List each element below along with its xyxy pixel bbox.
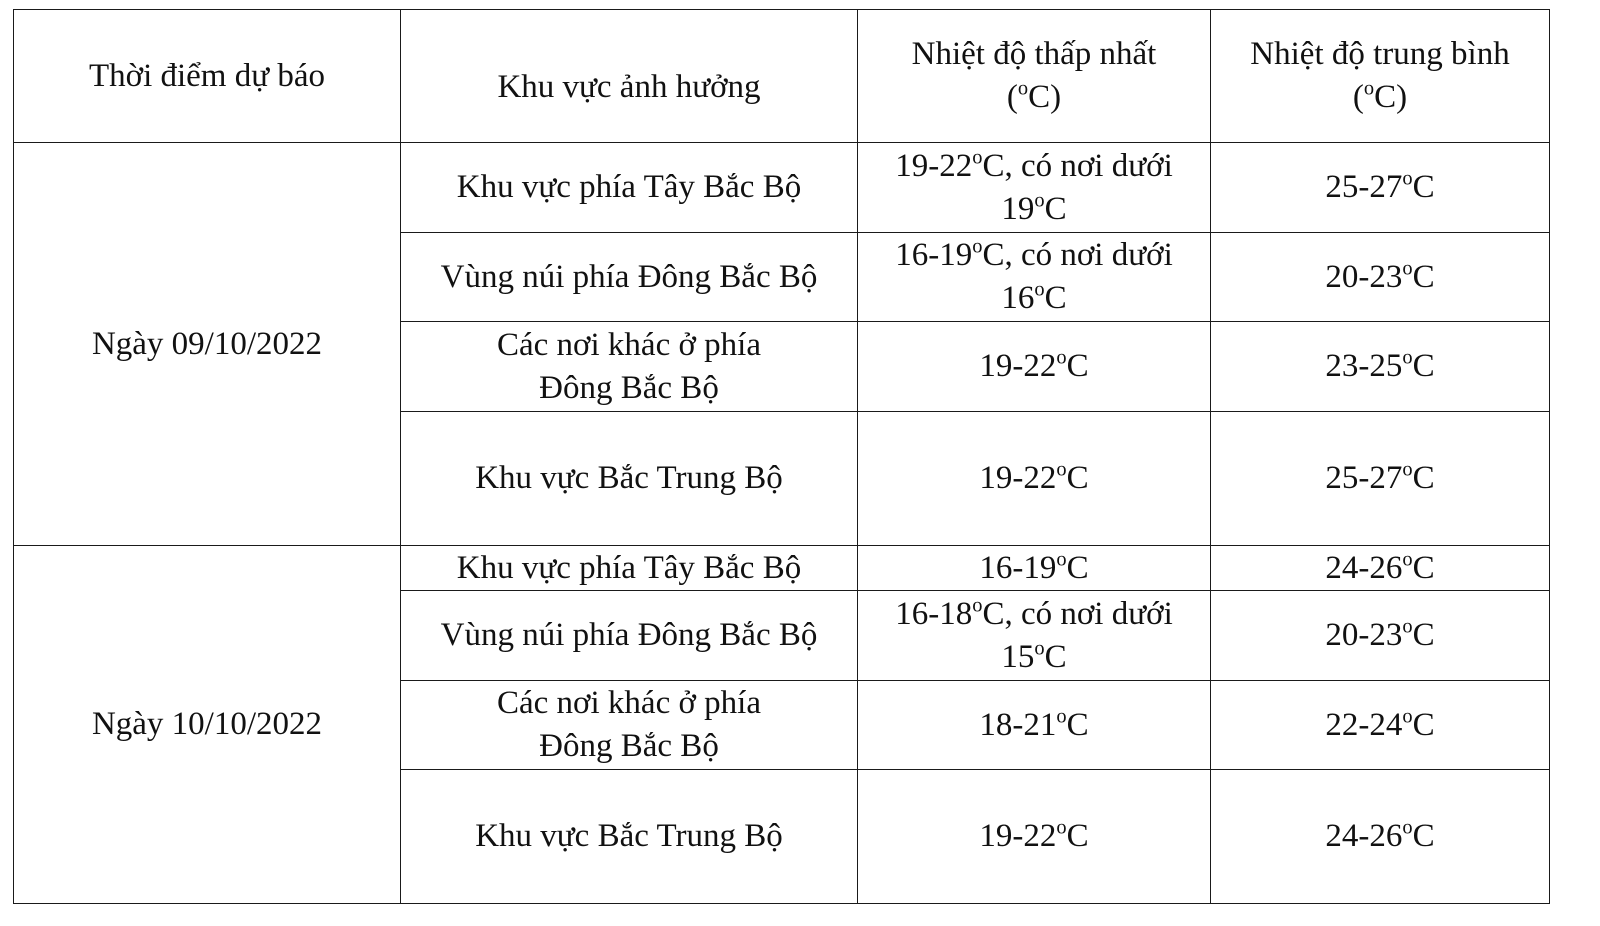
- header-avg-temp-label: Nhiệt độ trung bình: [1250, 36, 1510, 72]
- table-row: [14, 143, 1550, 233]
- avg-temp-cell: [1211, 546, 1550, 591]
- min-temp-cell: [858, 546, 1211, 591]
- table-row: [14, 546, 1550, 591]
- region-cell: Khu vực Bắc Trung Bộ: [401, 770, 858, 904]
- min-temp-value: 19-22$^o$C: [979, 458, 1089, 496]
- min-temp-value: 19-22$^o$C: [979, 346, 1089, 384]
- header-region: Khu vực ảnh hưởng: [401, 10, 858, 143]
- avg-temp-value: 24-26$^o$C: [1325, 547, 1435, 586]
- region-cell: Khu vực Bắc Trung Bộ: [401, 412, 858, 546]
- region-value: Các nơi khác ở phía Đông Bắc Bộ: [497, 685, 761, 764]
- min-temp-cell: [858, 591, 1211, 681]
- region-cell: Vùng núi phía Đông Bắc Bộ: [401, 591, 858, 681]
- forecast-table: [13, 9, 1550, 904]
- avg-temp-value: 22-24$^o$C: [1325, 704, 1435, 743]
- header-time: Thời điểm dự báo: [14, 10, 401, 143]
- min-temp-value: 16-18$^o$C, có nơi dưới 15$^o$C: [895, 593, 1173, 675]
- header-avg-temp: [1211, 10, 1550, 143]
- min-temp-value: 19-22$^o$C: [979, 816, 1089, 854]
- header-min-temp-label: Nhiệt độ thấp nhất: [911, 36, 1157, 72]
- avg-temp-value: 20-23$^o$C: [1325, 256, 1435, 295]
- avg-temp-cell: [1211, 681, 1550, 770]
- region-cell: Vùng núi phía Đông Bắc Bộ: [401, 233, 858, 322]
- forecast-date-cell: Ngày 10/10/2022: [14, 546, 401, 904]
- region-cell: [401, 322, 858, 412]
- avg-temp-value: 23-25$^o$C: [1325, 346, 1435, 384]
- min-temp-value: 16-19$^o$C, có nơi dưới 16$^o$C: [895, 235, 1173, 316]
- min-temp-cell: [858, 770, 1211, 904]
- forecast-date-cell: Ngày 09/10/2022: [14, 143, 401, 546]
- min-temp-value: 18-21$^o$C: [979, 704, 1089, 743]
- min-temp-cell: [858, 233, 1211, 322]
- avg-temp-value: 24-26$^o$C: [1325, 816, 1435, 854]
- header-avg-temp-unit: ($^o$C): [1352, 77, 1408, 115]
- min-temp-cell: [858, 412, 1211, 546]
- avg-temp-value: 25-27$^o$C: [1325, 167, 1435, 205]
- min-temp-value: 16-19$^o$C: [979, 547, 1089, 586]
- region-value: Các nơi khác ở phía Đông Bắc Bộ: [497, 326, 761, 406]
- avg-temp-cell: [1211, 233, 1550, 322]
- avg-temp-cell: [1211, 322, 1550, 412]
- header-min-temp-unit: ($^o$C): [1006, 77, 1062, 115]
- region-cell: [401, 681, 858, 770]
- region-cell: Khu vực phía Tây Bắc Bộ: [401, 546, 858, 591]
- header-min-temp: [858, 10, 1211, 143]
- region-cell: Khu vực phía Tây Bắc Bộ: [401, 143, 858, 233]
- avg-temp-cell: [1211, 143, 1550, 233]
- min-temp-cell: [858, 143, 1211, 233]
- min-temp-cell: [858, 322, 1211, 412]
- min-temp-value: 19-22$^o$C, có nơi dưới 19$^o$C: [895, 145, 1173, 227]
- avg-temp-cell: [1211, 770, 1550, 904]
- header-row: [14, 10, 1550, 143]
- avg-temp-cell: [1211, 591, 1550, 681]
- avg-temp-value: 25-27$^o$C: [1325, 458, 1435, 496]
- avg-temp-cell: [1211, 412, 1550, 546]
- avg-temp-value: 20-23$^o$C: [1325, 615, 1435, 653]
- min-temp-cell: [858, 681, 1211, 770]
